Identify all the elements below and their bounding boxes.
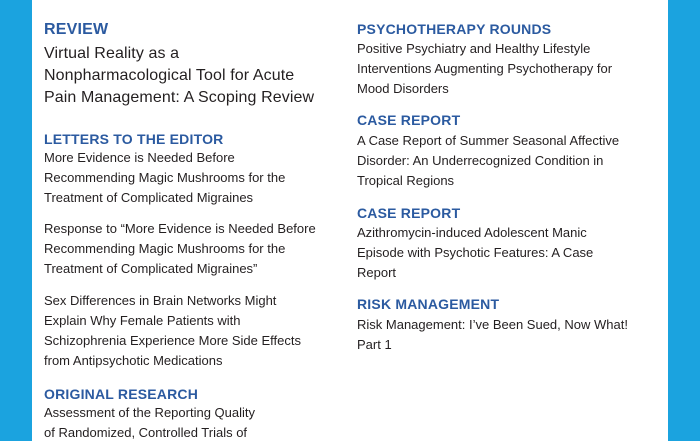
letter-article-1[interactable] xyxy=(44,148,334,208)
article-title-line: Mood Disorders xyxy=(357,81,449,96)
risk-management-section xyxy=(357,295,657,313)
section-heading-risk-management: RISK MANAGEMENT xyxy=(357,296,500,312)
article-title-line: Risk Management: I’ve Been Sued, Now What! xyxy=(357,317,628,332)
table-of-contents-page xyxy=(32,0,668,441)
review-section xyxy=(44,20,334,40)
article-title-line: Report xyxy=(357,265,397,280)
article-title-line: Treatment of Complicated Migraines xyxy=(44,190,254,205)
article-title-line: More Evidence is Needed Before xyxy=(44,150,235,165)
article-title-line: Tropical Regions xyxy=(357,173,455,188)
article-title-line: Sex Differences in Brain Networks Might xyxy=(44,293,277,308)
letters-section xyxy=(44,130,334,148)
section-heading-case-report: CASE REPORT xyxy=(357,112,461,128)
article-title-line: Nonpharmacological Tool for Acute xyxy=(44,67,295,84)
article-title-line: Disorder: An Underrecognized Condition in xyxy=(357,153,604,168)
article-title-line: Recommending Magic Mushrooms for the xyxy=(44,170,286,185)
psychotherapy-article[interactable] xyxy=(357,39,657,99)
section-heading-review: REVIEW xyxy=(44,21,109,38)
article-title-line: Explain Why Female Patients with xyxy=(44,313,241,328)
article-title-line: Response to “More Evidence is Needed Before xyxy=(44,221,316,236)
letter-article-2[interactable] xyxy=(44,219,334,279)
article-title-line: Recommending Magic Mushrooms for the xyxy=(44,241,286,256)
letter-article-3[interactable] xyxy=(44,291,334,371)
article-title-line: from Antipsychotic Medications xyxy=(44,353,223,368)
article-title-line: of Randomized, Controlled Trials of xyxy=(44,425,248,440)
article-title-line: Pain Management: A Scoping Review xyxy=(44,89,315,106)
section-heading-psychotherapy: PSYCHOTHERAPY ROUNDS xyxy=(357,21,552,37)
case-report-section-1 xyxy=(357,111,657,129)
risk-management-article[interactable] xyxy=(357,315,657,355)
original-research-article[interactable] xyxy=(44,403,334,441)
article-title-line: Treatment of Complicated Migraines” xyxy=(44,261,258,276)
article-title-line: Assessment of the Reporting Quality xyxy=(44,405,255,420)
article-title-line: A Case Report of Summer Seasonal Affective xyxy=(357,133,620,148)
article-title-line: Interventions Augmenting Psychotherapy for xyxy=(357,61,613,76)
article-title-line: Virtual Reality as a xyxy=(44,45,180,62)
case-report-article-1[interactable] xyxy=(357,131,657,191)
review-article[interactable] xyxy=(44,43,334,109)
original-research-section xyxy=(44,385,334,403)
case-report-section-2 xyxy=(357,204,657,222)
section-heading-original-research: ORIGINAL RESEARCH xyxy=(44,386,199,402)
article-title-line: Schizophrenia Experience More Side Effects xyxy=(44,333,302,348)
article-title-line: Positive Psychiatry and Healthy Lifestyle xyxy=(357,41,591,56)
section-heading-letters: LETTERS TO THE EDITOR xyxy=(44,131,224,147)
psychotherapy-section xyxy=(357,20,657,38)
section-heading-case-report: CASE REPORT xyxy=(357,205,461,221)
article-title-line: Episode with Psychotic Features: A Case xyxy=(357,245,594,260)
article-title-line: Azithromycin-induced Adolescent Manic xyxy=(357,225,587,240)
case-report-article-2[interactable] xyxy=(357,223,657,283)
article-title-line: Part 1 xyxy=(357,337,392,352)
